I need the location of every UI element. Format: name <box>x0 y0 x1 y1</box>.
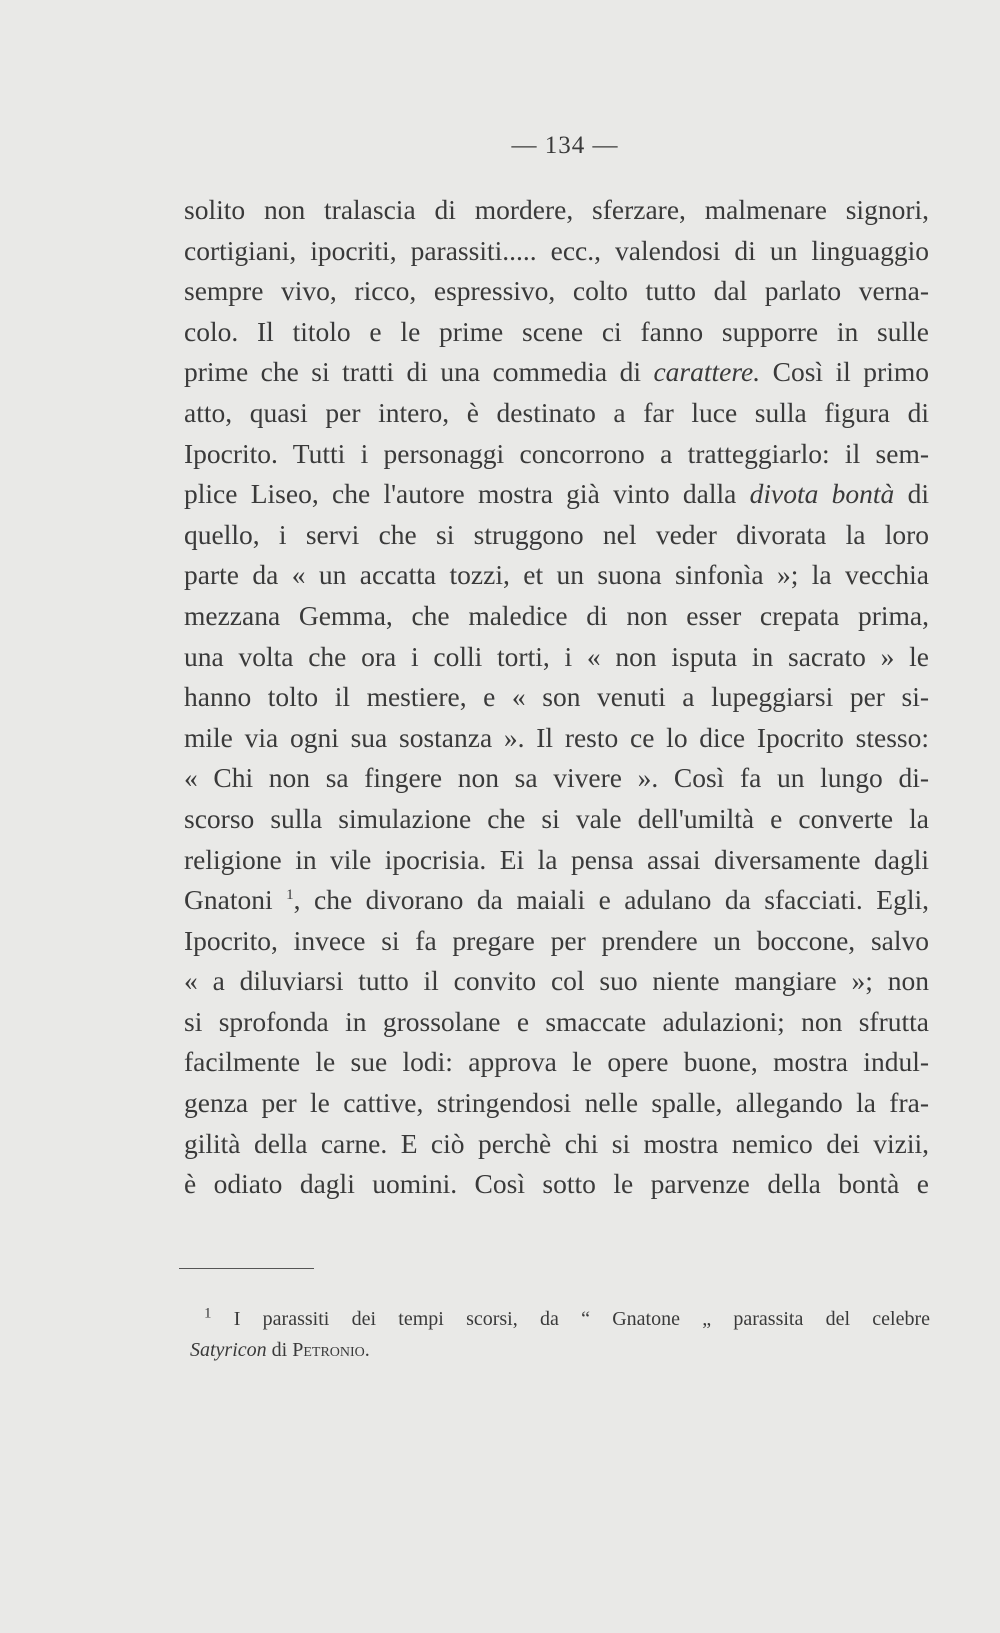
page-number: — 134 — <box>511 132 619 159</box>
text-line: atto, quasi per intero, è destinato a far luce sulla figura di <box>184 396 929 428</box>
text-line: parte da « un accatta tozzi, et un suona sinfonìa »; la vecchia <box>184 559 929 591</box>
text-line: cortigiani, ipocriti, parassiti..... ecc., valendosi di un linguaggio <box>184 234 929 266</box>
text-line: hanno tolto il mestiere, e « son venuti a lupeggiarsi per si- <box>184 681 929 713</box>
text-line: Ipocrito. Tutti i personaggi concorrono a tratteggiarlo: il sem- <box>184 437 929 469</box>
text-line: Ipocrito, invece si fa pregare per prendere un boccone, salvo <box>184 924 929 956</box>
text-line: religione in vile ipocrisia. Ei la pensa assai diversamente dagli <box>184 843 929 875</box>
text-line <box>184 352 929 393</box>
text-line: « Chi non sa fingere non sa vivere ». Così fa un lungo di- <box>184 762 929 794</box>
text-line: è odiato dagli uomini. Così sotto le parvenze della bontà e <box>184 1168 929 1200</box>
italic-phrase: carattere. <box>653 356 761 388</box>
text-line <box>184 474 929 515</box>
body-text <box>184 190 929 1205</box>
text-line: facilmente le sue lodi: approva le opere buone, mostra indul- <box>184 1046 929 1078</box>
text-line: colo. Il titolo e le prime scene ci fanno supporre in sulle <box>184 315 929 347</box>
footnote-reference: 1 <box>286 886 294 903</box>
footnote-text: I parassiti dei tempi scorsi, da “ Gnatone „ parassita del celebre <box>233 1308 931 1330</box>
text-line: quello, i servi che si struggono nel veder divorata la loro <box>184 518 929 550</box>
text-line: genza per le cattive, stringendosi nelle spalle, allegando la fra- <box>184 1087 929 1119</box>
footnote-work-title: Satyricon <box>190 1339 267 1361</box>
footnote-line <box>190 1335 930 1366</box>
text-segment: Così il primo <box>760 356 929 388</box>
text-segment: prime che si tratti di una commedia di <box>184 356 654 388</box>
text-line: si sprofonda in grossolane e smaccate adulazioni; non sfrutta <box>184 1005 929 1037</box>
footnote-divider <box>179 1268 314 1269</box>
footnote-line <box>190 1304 930 1335</box>
text-line: sempre vivo, ricco, espressivo, colto tutto dal parlato verna- <box>184 275 929 307</box>
footnote-author: Petronio <box>292 1339 365 1361</box>
text-segment: di <box>894 478 929 510</box>
italic-phrase: divota bontà <box>749 478 895 510</box>
text-line: solito non tralascia di mordere, sferzare, malmenare signori, <box>184 194 929 225</box>
text-line: scorso sulla simulazione che si vale dell'umiltà e converte la <box>184 802 929 834</box>
text-line: « a diluviarsi tutto il convito col suo niente mangiare »; non <box>184 965 929 997</box>
text-line <box>184 880 929 921</box>
footnote <box>190 1304 930 1366</box>
text-line: mile via ogni sua sostanza ». Il resto ce lo dice Ipocrito stesso: <box>184 721 929 753</box>
text-line: gilità della carne. E ciò perchè chi si mostra nemico dei vizii, <box>184 1127 929 1159</box>
text-segment: , che divorano da maiali e adulano da sfacciati. Egli, <box>293 884 929 916</box>
text-segment: plice Liseo, che l'autore mostra già vinto dalla <box>184 478 750 510</box>
footnote-period: . <box>364 1339 370 1361</box>
text-segment: Gnatoni <box>184 884 287 916</box>
footnote-marker: 1 <box>204 1305 212 1322</box>
text-line: mezzana Gemma, che maledice di non esser crepata prima, <box>184 599 929 631</box>
footnote-connector: di <box>266 1339 293 1361</box>
text-line: una volta che ora i colli torti, i « non isputa in sacrato » le <box>184 640 929 672</box>
